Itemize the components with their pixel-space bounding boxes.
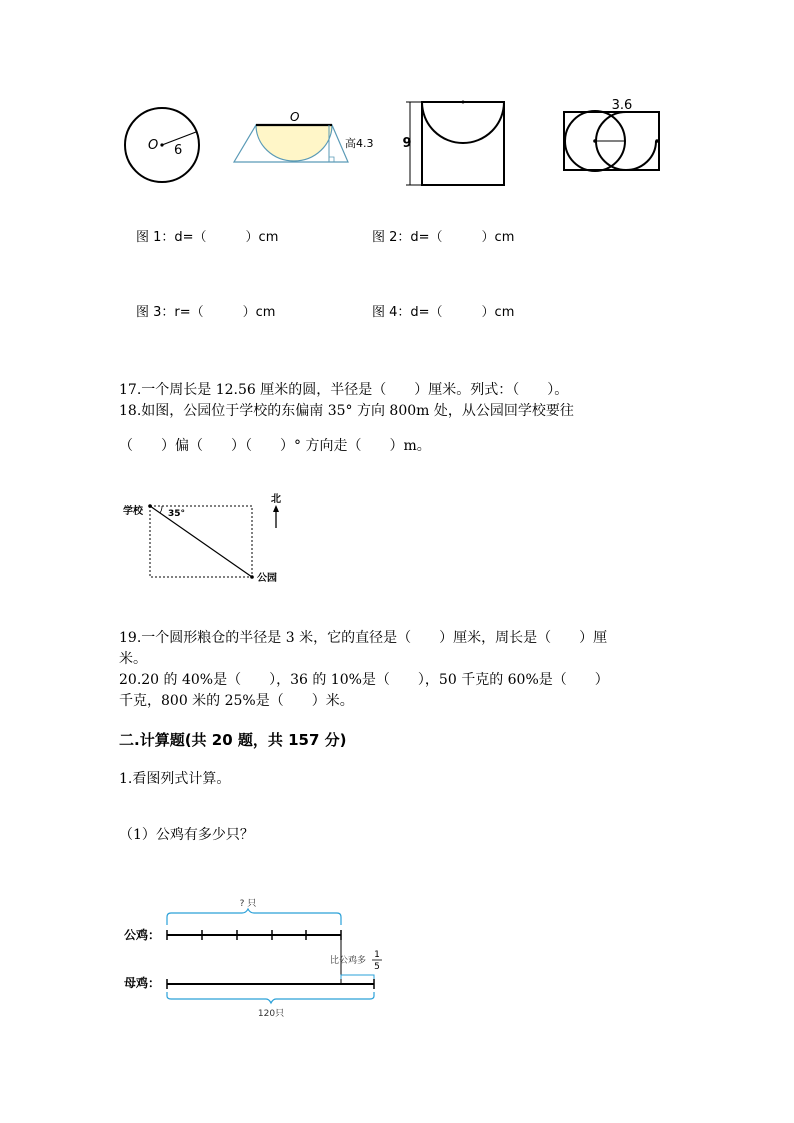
hen-label: 母鸡：	[124, 976, 161, 990]
angle-label: 35°	[168, 509, 186, 519]
question-20-line2: 千克，800 米的 25%是（ ）米。	[119, 693, 354, 709]
fraction-denominator: 5	[374, 962, 380, 972]
answer-line-fig4: 图 4：d=（ ）cm	[372, 305, 515, 320]
angle-arc	[160, 506, 162, 513]
route-line	[150, 506, 252, 577]
question-17: 17.一个周长是 12.56 厘米的圆，半径是（ ）厘米。列式：（ ）。	[119, 382, 569, 398]
extra-brace	[341, 975, 374, 979]
figure-3-square-semicircle	[402, 96, 512, 190]
school-label: 学校	[123, 506, 143, 517]
bottom-brace	[167, 992, 374, 1003]
question-18-line2: （ ）偏（ ）（ ）° 方向走（ ）m。	[119, 438, 431, 454]
semicircle-shape	[256, 125, 332, 161]
rooster-hen-bar-diagram	[120, 895, 400, 1025]
radius-label: 6	[174, 143, 183, 158]
question-18-line1: 18.如图，公园位于学校的东偏南 35° 方向 800m 处，从公园回学校要往	[119, 403, 574, 419]
total-label: 120只	[257, 1009, 285, 1019]
answer-line-fig2: 图 2：d=（ ）cm	[372, 230, 515, 245]
top-label: O	[290, 110, 300, 124]
answer-line-fig1: 图 1：d=（ ）cm	[136, 230, 279, 245]
item-1: 1.看图列式计算。	[119, 771, 231, 787]
question-19-line1: 19.一个圆形粮仓的半径是 3 米，它的直径是（ ）厘米，周长是（ ）厘	[119, 630, 608, 646]
side-label: 9	[402, 136, 412, 151]
compare-label: 比公鸡多	[330, 956, 367, 966]
park-label: 公园	[257, 573, 277, 584]
question-20-line1: 20.20 的 40%是（ ），36 的 10%是（ ），50 千克的 60%是（ ）	[119, 672, 609, 688]
section-heading: 二.计算题(共 20 题，共 157 分)	[119, 731, 347, 749]
rooster-label: 公鸡：	[124, 928, 161, 942]
unknown-label: ? 只	[239, 899, 257, 909]
center-label: O	[148, 138, 159, 153]
arrow-up-icon	[273, 505, 279, 512]
north-arrow	[264, 490, 288, 532]
answer-line-fig3: 图 3：r=（ ）cm	[136, 305, 276, 320]
north-label: 北	[271, 494, 281, 505]
fraction-numerator: 1	[374, 950, 380, 960]
sub-item-1: （1）公鸡有多少只？	[119, 827, 254, 843]
height-label: 高4.3	[345, 137, 374, 150]
figure-4-rect-circles	[556, 94, 666, 180]
right-angle-mark	[329, 157, 334, 162]
top-brace	[167, 909, 341, 925]
figure-2-semicircle-trapezoid	[228, 110, 388, 172]
top-label: 3.6	[611, 98, 633, 113]
semicircle-shape	[422, 102, 504, 143]
center-dot	[160, 143, 163, 146]
question-19-line2: 米。	[119, 651, 147, 667]
figure-1-circle	[120, 102, 206, 188]
